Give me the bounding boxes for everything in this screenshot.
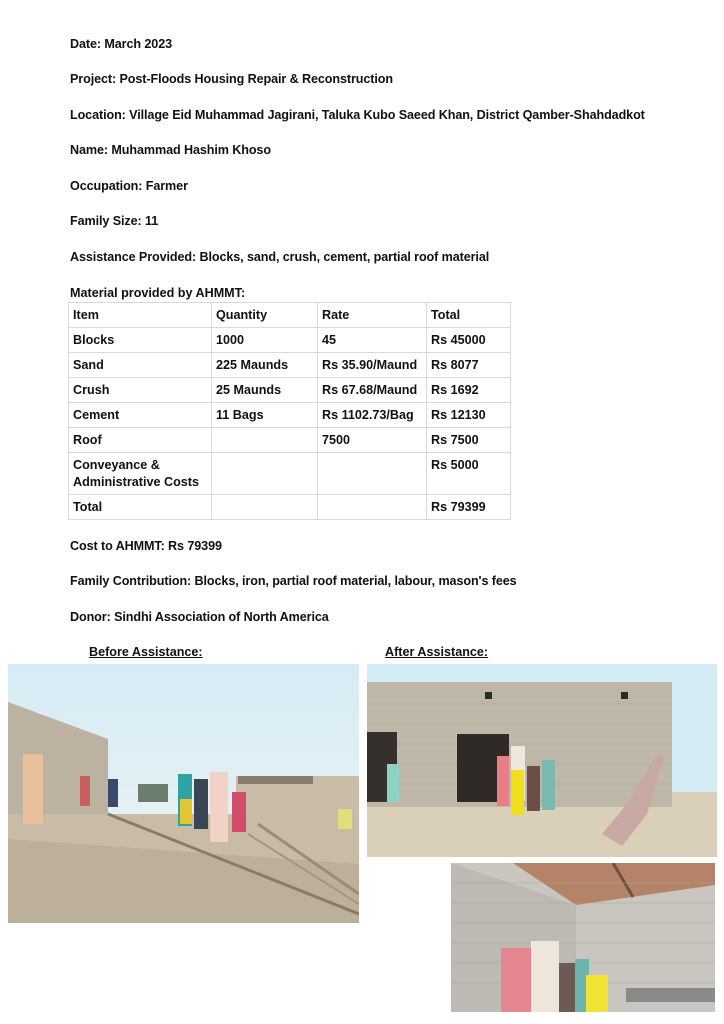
location-field: Location: Village Eid Muhammad Jagirani, Taluka Kubo Saeed Khan, District Qamber-Shahdadkot	[70, 108, 645, 122]
before-assistance-label: Before Assistance:	[89, 645, 203, 659]
table-row	[69, 353, 511, 378]
family-contribution-field: Family Contribution: Blocks, iron, partial roof material, labour, mason's fees	[70, 574, 517, 588]
cell-total: Rs 5000	[427, 453, 511, 495]
cell-quantity	[212, 428, 318, 453]
occupation-field: Occupation: Farmer	[70, 179, 188, 193]
before-assistance-photo	[8, 664, 359, 923]
cell-quantity: 11 Bags	[212, 403, 318, 428]
cell-quantity: 225 Maunds	[212, 353, 318, 378]
cell-item: Sand	[69, 353, 212, 378]
cell-item: Roof	[69, 428, 212, 453]
cell-item: Crush	[69, 378, 212, 403]
cell-rate: Rs 67.68/Maund	[318, 378, 427, 403]
header-quantity: Quantity	[212, 303, 318, 328]
cell-quantity: 25 Maunds	[212, 378, 318, 403]
header-rate: Rate	[318, 303, 427, 328]
cell-total: Rs 79399	[427, 495, 511, 520]
cell-total: Rs 45000	[427, 328, 511, 353]
cell-item: Cement	[69, 403, 212, 428]
cell-total: Rs 7500	[427, 428, 511, 453]
header-item: Item	[69, 303, 212, 328]
assistance-field: Assistance Provided: Blocks, sand, crush, cement, partial roof material	[70, 250, 490, 264]
after-assistance-photo-exterior	[367, 664, 717, 857]
name-field: Name: Muhammad Hashim Khoso	[70, 143, 271, 157]
table-total-row	[69, 495, 511, 520]
cell-rate	[318, 495, 427, 520]
cell-rate: 7500	[318, 428, 427, 453]
materials-table	[68, 302, 511, 520]
after-assistance-label: After Assistance:	[385, 645, 489, 659]
cell-item: Conveyance & Administrative Costs	[69, 453, 212, 495]
cost-field: Cost to AHMMT: Rs 79399	[70, 539, 222, 553]
cell-quantity	[212, 495, 318, 520]
cell-rate: Rs 1102.73/Bag	[318, 403, 427, 428]
cell-total: Rs 12130	[427, 403, 511, 428]
cell-item: Blocks	[69, 328, 212, 353]
project-field: Project: Post-Floods Housing Repair & Reconstruction	[70, 72, 393, 86]
cell-rate	[318, 453, 427, 495]
date-field: Date: March 2023	[70, 37, 172, 51]
table-row	[69, 378, 511, 403]
cell-total: Rs 1692	[427, 378, 511, 403]
table-row	[69, 403, 511, 428]
table-row	[69, 328, 511, 353]
donor-field: Donor: Sindhi Association of North America	[70, 610, 329, 624]
cell-total: Rs 8077	[427, 353, 511, 378]
materials-caption: Material provided by AHMMT:	[70, 286, 246, 300]
cell-rate: 45	[318, 328, 427, 353]
after-assistance-photo-interior	[451, 863, 715, 1012]
header-total: Total	[427, 303, 511, 328]
table-row	[69, 428, 511, 453]
cell-quantity: 1000	[212, 328, 318, 353]
cell-rate: Rs 35.90/Maund	[318, 353, 427, 378]
cell-quantity	[212, 453, 318, 495]
table-header-row	[69, 303, 511, 328]
cell-item: Total	[69, 495, 212, 520]
family-size-field: Family Size: 11	[70, 214, 159, 228]
table-row	[69, 453, 511, 495]
